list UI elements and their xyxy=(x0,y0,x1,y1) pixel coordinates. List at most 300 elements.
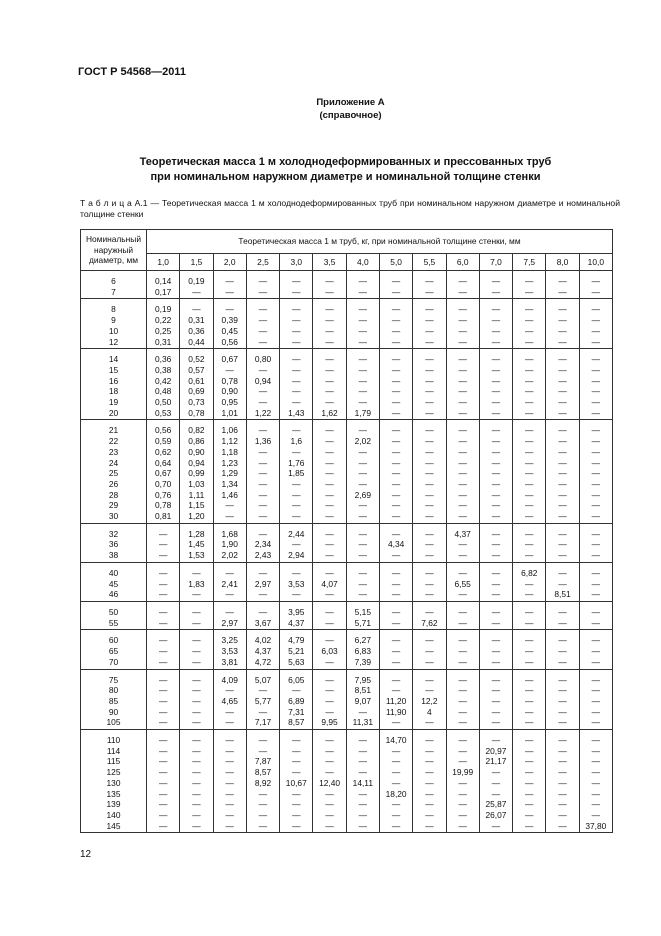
diameter-cell: 145 xyxy=(81,821,147,833)
mass-cell: — xyxy=(513,746,546,757)
mass-cell: — xyxy=(546,717,579,729)
mass-cell: — xyxy=(147,717,180,729)
diameter-cell: 36 xyxy=(81,539,147,550)
mass-cell: — xyxy=(180,821,213,833)
mass-cell: — xyxy=(346,337,379,349)
mass-cell: — xyxy=(479,539,512,550)
diameter-cell: 140 xyxy=(81,810,147,821)
mass-cell: — xyxy=(413,589,446,601)
mass-cell: 1,06 xyxy=(213,420,246,436)
mass-cell: — xyxy=(313,386,346,397)
mass-cell: — xyxy=(513,299,546,315)
mass-cell: — xyxy=(313,479,346,490)
mass-cell: — xyxy=(579,365,612,376)
mass-cell: — xyxy=(280,349,313,365)
mass-cell: — xyxy=(579,468,612,479)
mass-cell: 6,27 xyxy=(346,630,379,646)
mass-cell: — xyxy=(446,490,479,501)
mass-cell: — xyxy=(513,458,546,469)
document-code: ГОСТ Р 54568—2011 xyxy=(78,66,186,78)
mass-cell: — xyxy=(579,550,612,562)
mass-cell: — xyxy=(280,386,313,397)
mass-cell: — xyxy=(180,618,213,630)
mass-cell: — xyxy=(346,799,379,810)
mass-cell: — xyxy=(479,287,512,299)
diameter-cell: 23 xyxy=(81,447,147,458)
mass-cell: — xyxy=(413,447,446,458)
mass-cell: — xyxy=(413,789,446,800)
thickness-header-row xyxy=(81,254,613,271)
mass-cell: — xyxy=(379,717,412,729)
mass-cell: — xyxy=(313,349,346,365)
mass-cell: — xyxy=(346,756,379,767)
mass-cell: — xyxy=(280,685,313,696)
mass-cell: 0,81 xyxy=(147,511,180,523)
mass-cell: — xyxy=(546,562,579,578)
mass-cell: — xyxy=(546,646,579,657)
mass-cell: — xyxy=(446,789,479,800)
mass-cell: — xyxy=(379,386,412,397)
table-row xyxy=(81,669,613,685)
diameter-cell: 18 xyxy=(81,386,147,397)
mass-cell: — xyxy=(479,337,512,349)
mass-cell: — xyxy=(579,397,612,408)
mass-cell: — xyxy=(413,326,446,337)
mass-cell: — xyxy=(280,767,313,778)
mass-cell: — xyxy=(479,562,512,578)
mass-cell: — xyxy=(313,618,346,630)
mass-cell: — xyxy=(579,618,612,630)
table-row xyxy=(81,730,613,746)
mass-cell: 1,15 xyxy=(180,500,213,511)
mass-cell: — xyxy=(513,589,546,601)
mass-cell: — xyxy=(346,386,379,397)
diameter-cell: 55 xyxy=(81,618,147,630)
mass-cell: — xyxy=(579,810,612,821)
mass-cell: 11,20 xyxy=(379,696,412,707)
mass-cell: — xyxy=(446,420,479,436)
mass-cell: — xyxy=(446,326,479,337)
mass-cell: — xyxy=(479,365,512,376)
mass-cell: 7,17 xyxy=(246,717,279,729)
mass-cell: — xyxy=(180,646,213,657)
mass-cell: — xyxy=(546,579,579,590)
mass-cell: — xyxy=(379,778,412,789)
mass-cell: 0,53 xyxy=(147,408,180,420)
mass-cell: — xyxy=(513,490,546,501)
mass-cell: — xyxy=(546,420,579,436)
mass-cell: — xyxy=(180,657,213,669)
mass-cell: — xyxy=(579,436,612,447)
mass-cell: — xyxy=(579,287,612,299)
mass-cell: 3,81 xyxy=(213,657,246,669)
mass-cell: — xyxy=(147,778,180,789)
mass-cell: — xyxy=(280,447,313,458)
mass-cell: — xyxy=(479,397,512,408)
mass-cell: 26,07 xyxy=(479,810,512,821)
mass-cell: — xyxy=(546,630,579,646)
table-row xyxy=(81,490,613,501)
mass-cell: — xyxy=(513,436,546,447)
mass-cell: — xyxy=(413,287,446,299)
mass-cell: — xyxy=(446,601,479,617)
mass-cell: — xyxy=(479,550,512,562)
mass-cell: — xyxy=(180,287,213,299)
mass-cell: — xyxy=(280,490,313,501)
mass-cell: — xyxy=(546,386,579,397)
table-row xyxy=(81,562,613,578)
table-row xyxy=(81,717,613,729)
mass-cell: 0,95 xyxy=(213,397,246,408)
mass-cell: 0,82 xyxy=(180,420,213,436)
mass-cell: — xyxy=(346,397,379,408)
mass-cell: — xyxy=(479,717,512,729)
mass-cell: 4,34 xyxy=(379,539,412,550)
mass-cell: — xyxy=(513,271,546,287)
mass-cell: — xyxy=(446,511,479,523)
mass-cell: — xyxy=(513,657,546,669)
mass-cell: — xyxy=(479,821,512,833)
mass-cell: — xyxy=(513,601,546,617)
mass-cell: — xyxy=(379,408,412,420)
mass-cell: — xyxy=(280,326,313,337)
diameter-cell: 25 xyxy=(81,468,147,479)
mass-cell: — xyxy=(513,376,546,387)
mass-cell: — xyxy=(479,767,512,778)
mass-cell: — xyxy=(413,458,446,469)
mass-cell: — xyxy=(513,707,546,718)
mass-cell: — xyxy=(546,458,579,469)
mass-cell: — xyxy=(546,657,579,669)
mass-cell: — xyxy=(313,511,346,523)
table-row xyxy=(81,397,613,408)
mass-cell: — xyxy=(246,810,279,821)
mass-cell: — xyxy=(546,767,579,778)
mass-cell: 0,44 xyxy=(180,337,213,349)
thickness-header-cell: 2,5 xyxy=(246,254,279,271)
mass-cell: — xyxy=(346,500,379,511)
mass-cell: — xyxy=(546,685,579,696)
mass-cell: — xyxy=(379,669,412,685)
mass-cell: — xyxy=(180,589,213,601)
mass-cell: — xyxy=(579,420,612,436)
mass-cell: — xyxy=(379,287,412,299)
header-mass: Теоретическая масса 1 м труб, кг, при номинальной толщине стенки, мм xyxy=(147,230,613,254)
mass-cell: — xyxy=(479,315,512,326)
mass-cell: — xyxy=(413,646,446,657)
mass-cell: — xyxy=(579,562,612,578)
mass-cell: — xyxy=(546,696,579,707)
mass-cell: — xyxy=(546,669,579,685)
mass-cell: 0,22 xyxy=(147,315,180,326)
mass-cell: — xyxy=(579,657,612,669)
mass-cell: — xyxy=(479,696,512,707)
mass-cell: 1,11 xyxy=(180,490,213,501)
table-row xyxy=(81,707,613,718)
table-row xyxy=(81,376,613,387)
mass-cell: 1,18 xyxy=(213,447,246,458)
mass-cell: — xyxy=(546,271,579,287)
mass-cell: — xyxy=(479,511,512,523)
mass-cell: — xyxy=(246,447,279,458)
mass-cell: — xyxy=(546,500,579,511)
mass-cell: — xyxy=(280,315,313,326)
mass-cell: — xyxy=(313,756,346,767)
mass-cell: — xyxy=(246,458,279,469)
mass-cell: — xyxy=(246,601,279,617)
mass-cell: — xyxy=(546,315,579,326)
mass-cell: — xyxy=(213,299,246,315)
mass-cell: — xyxy=(213,799,246,810)
table-row xyxy=(81,696,613,707)
mass-cell: — xyxy=(313,630,346,646)
mass-cell: — xyxy=(579,685,612,696)
mass-cell: — xyxy=(413,562,446,578)
mass-cell: 0,36 xyxy=(180,326,213,337)
mass-cell: — xyxy=(446,447,479,458)
mass-cell: — xyxy=(313,707,346,718)
mass-cell: 2,97 xyxy=(213,618,246,630)
mass-cell: — xyxy=(313,490,346,501)
mass-cell: 25,87 xyxy=(479,799,512,810)
mass-cell: — xyxy=(546,799,579,810)
mass-cell: — xyxy=(346,365,379,376)
mass-cell: — xyxy=(379,550,412,562)
diameter-cell: 90 xyxy=(81,707,147,718)
diameter-cell: 22 xyxy=(81,436,147,447)
diameter-cell: 80 xyxy=(81,685,147,696)
mass-cell: 0,56 xyxy=(147,420,180,436)
mass-cell: — xyxy=(213,511,246,523)
mass-cell: — xyxy=(579,696,612,707)
mass-cell: — xyxy=(413,717,446,729)
mass-cell: — xyxy=(479,447,512,458)
mass-cell: — xyxy=(513,539,546,550)
mass-cell: 4,37 xyxy=(446,523,479,539)
mass-cell: — xyxy=(579,349,612,365)
mass-cell: — xyxy=(479,479,512,490)
mass-cell: — xyxy=(246,523,279,539)
mass-cell: — xyxy=(379,436,412,447)
mass-cell: — xyxy=(479,386,512,397)
mass-cell: — xyxy=(546,746,579,757)
mass-cell: 0,56 xyxy=(213,337,246,349)
mass-cell: 6,05 xyxy=(280,669,313,685)
mass-cell: — xyxy=(546,821,579,833)
mass-cell: 3,25 xyxy=(213,630,246,646)
thickness-header-cell: 5,0 xyxy=(379,254,412,271)
mass-cell: — xyxy=(147,685,180,696)
table-row xyxy=(81,550,613,562)
mass-cell: — xyxy=(280,299,313,315)
mass-cell: 6,83 xyxy=(346,646,379,657)
diameter-cell: 50 xyxy=(81,601,147,617)
mass-cell: — xyxy=(479,420,512,436)
mass-cell: — xyxy=(513,468,546,479)
mass-cell: — xyxy=(446,778,479,789)
mass-cell: — xyxy=(180,696,213,707)
mass-cell: 0,99 xyxy=(180,468,213,479)
mass-cell: — xyxy=(413,756,446,767)
mass-cell: 0,73 xyxy=(180,397,213,408)
mass-cell: — xyxy=(513,287,546,299)
mass-cell: 0,67 xyxy=(147,468,180,479)
table-row xyxy=(81,337,613,349)
mass-cell: — xyxy=(579,579,612,590)
mass-cell: — xyxy=(147,523,180,539)
mass-cell: — xyxy=(213,821,246,833)
mass-cell: — xyxy=(313,500,346,511)
mass-cell: 5,77 xyxy=(246,696,279,707)
mass-cell: — xyxy=(579,746,612,757)
mass-cell: — xyxy=(513,523,546,539)
mass-cell: 12,40 xyxy=(313,778,346,789)
mass-cell: — xyxy=(579,337,612,349)
mass-cell: — xyxy=(180,630,213,646)
mass-cell: — xyxy=(280,397,313,408)
mass-cell: 2,43 xyxy=(246,550,279,562)
mass-cell: — xyxy=(446,468,479,479)
mass-cell: — xyxy=(313,447,346,458)
mass-cell: — xyxy=(546,299,579,315)
mass-cell: — xyxy=(379,349,412,365)
mass-cell: — xyxy=(446,436,479,447)
mass-cell: — xyxy=(346,730,379,746)
mass-cell: — xyxy=(446,730,479,746)
mass-cell: — xyxy=(346,271,379,287)
mass-cell: — xyxy=(246,315,279,326)
mass-cell: 0,57 xyxy=(180,365,213,376)
table-row xyxy=(81,386,613,397)
mass-cell: — xyxy=(513,550,546,562)
mass-cell: — xyxy=(479,589,512,601)
mass-cell: — xyxy=(513,511,546,523)
mass-cell: — xyxy=(413,601,446,617)
mass-cell: 3,53 xyxy=(213,646,246,657)
mass-cell: — xyxy=(413,315,446,326)
mass-cell: — xyxy=(579,717,612,729)
mass-cell: — xyxy=(446,337,479,349)
mass-cell: — xyxy=(579,589,612,601)
mass-cell: 0,17 xyxy=(147,287,180,299)
mass-cell: 0,76 xyxy=(147,490,180,501)
mass-cell: — xyxy=(513,315,546,326)
mass-cell: — xyxy=(147,756,180,767)
mass-cell: — xyxy=(313,376,346,387)
mass-cell: — xyxy=(513,337,546,349)
mass-cell: — xyxy=(513,669,546,685)
mass-cell: — xyxy=(413,397,446,408)
mass-cell: — xyxy=(546,618,579,630)
mass-cell: 7,39 xyxy=(346,657,379,669)
mass-cell: — xyxy=(147,696,180,707)
table-row xyxy=(81,810,613,821)
mass-cell: 1,23 xyxy=(213,458,246,469)
mass-cell: — xyxy=(479,376,512,387)
mass-cell: — xyxy=(379,458,412,469)
mass-cell: — xyxy=(446,756,479,767)
appendix-heading xyxy=(0,96,661,122)
mass-cell: 0,78 xyxy=(213,376,246,387)
mass-cell: — xyxy=(213,707,246,718)
diameter-cell: 10 xyxy=(81,326,147,337)
mass-cell: — xyxy=(280,589,313,601)
mass-cell: 4,72 xyxy=(246,657,279,669)
mass-cell: — xyxy=(379,447,412,458)
mass-cell: 1,20 xyxy=(180,511,213,523)
mass-cell: — xyxy=(579,511,612,523)
mass-cell: — xyxy=(579,707,612,718)
mass-cell: — xyxy=(313,550,346,562)
mass-cell: — xyxy=(413,468,446,479)
mass-cell: — xyxy=(446,315,479,326)
mass-cell: — xyxy=(513,685,546,696)
mass-cell: 6,89 xyxy=(280,696,313,707)
diameter-cell: 21 xyxy=(81,420,147,436)
diameter-cell: 38 xyxy=(81,550,147,562)
mass-cell: — xyxy=(147,669,180,685)
diameter-cell: 29 xyxy=(81,500,147,511)
mass-cell: — xyxy=(313,589,346,601)
table-row xyxy=(81,821,613,833)
table-row xyxy=(81,408,613,420)
table-row xyxy=(81,746,613,757)
mass-cell: 3,95 xyxy=(280,601,313,617)
mass-cell: — xyxy=(546,601,579,617)
mass-cell: — xyxy=(479,685,512,696)
mass-cell: — xyxy=(513,696,546,707)
mass-cell: — xyxy=(246,287,279,299)
mass-cell: — xyxy=(413,408,446,420)
mass-cell: — xyxy=(213,365,246,376)
mass-cell: — xyxy=(546,810,579,821)
mass-cell: 1,36 xyxy=(246,436,279,447)
mass-cell: — xyxy=(513,789,546,800)
mass-cell: 0,52 xyxy=(180,349,213,365)
mass-cell: 14,70 xyxy=(379,730,412,746)
mass-cell: — xyxy=(313,458,346,469)
mass-cell: — xyxy=(213,685,246,696)
mass-cell: 2,69 xyxy=(346,490,379,501)
mass-cell: — xyxy=(446,408,479,420)
mass-cell: — xyxy=(446,500,479,511)
mass-cell: — xyxy=(546,287,579,299)
table-row xyxy=(81,539,613,550)
mass-cell: 7,62 xyxy=(413,618,446,630)
mass-cell: — xyxy=(246,490,279,501)
table-row xyxy=(81,778,613,789)
mass-cell: 2,97 xyxy=(246,579,279,590)
mass-cell: — xyxy=(313,696,346,707)
mass-cell: — xyxy=(546,511,579,523)
mass-cell: — xyxy=(313,657,346,669)
mass-cell: — xyxy=(280,479,313,490)
mass-cell: 0,90 xyxy=(180,447,213,458)
mass-cell: — xyxy=(246,468,279,479)
mass-cell: 4,02 xyxy=(246,630,279,646)
mass-cell: 37,80 xyxy=(579,821,612,833)
title-line-1: Теоретическая масса 1 м холоднодеформированных и прессованных труб xyxy=(139,156,552,168)
mass-cell: — xyxy=(346,550,379,562)
mass-table-body xyxy=(81,230,613,833)
mass-cell: — xyxy=(180,767,213,778)
mass-cell: 0,70 xyxy=(147,479,180,490)
mass-cell: — xyxy=(246,337,279,349)
mass-cell: — xyxy=(346,821,379,833)
mass-cell: 8,57 xyxy=(246,767,279,778)
mass-cell: — xyxy=(280,376,313,387)
mass-cell: — xyxy=(479,707,512,718)
